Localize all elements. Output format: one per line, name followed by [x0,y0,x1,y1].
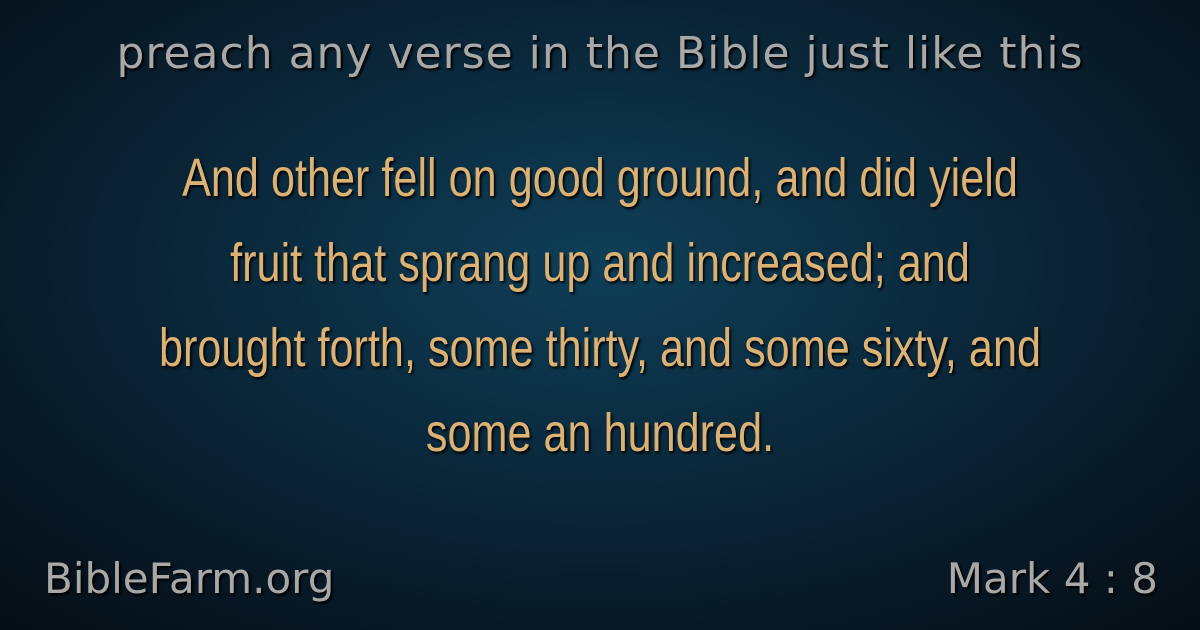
site-name: BibleFarm.org [44,554,335,603]
verse-reference: Mark 4 : 8 [946,554,1158,603]
tagline: preach any verse in the Bible just like this [116,28,1084,79]
verse-text: And other fell on good ground, and did yield fruit that sprang up and increased; and brought forth, some thirty, and some sixty, and some an hundred. [158,148,1042,463]
